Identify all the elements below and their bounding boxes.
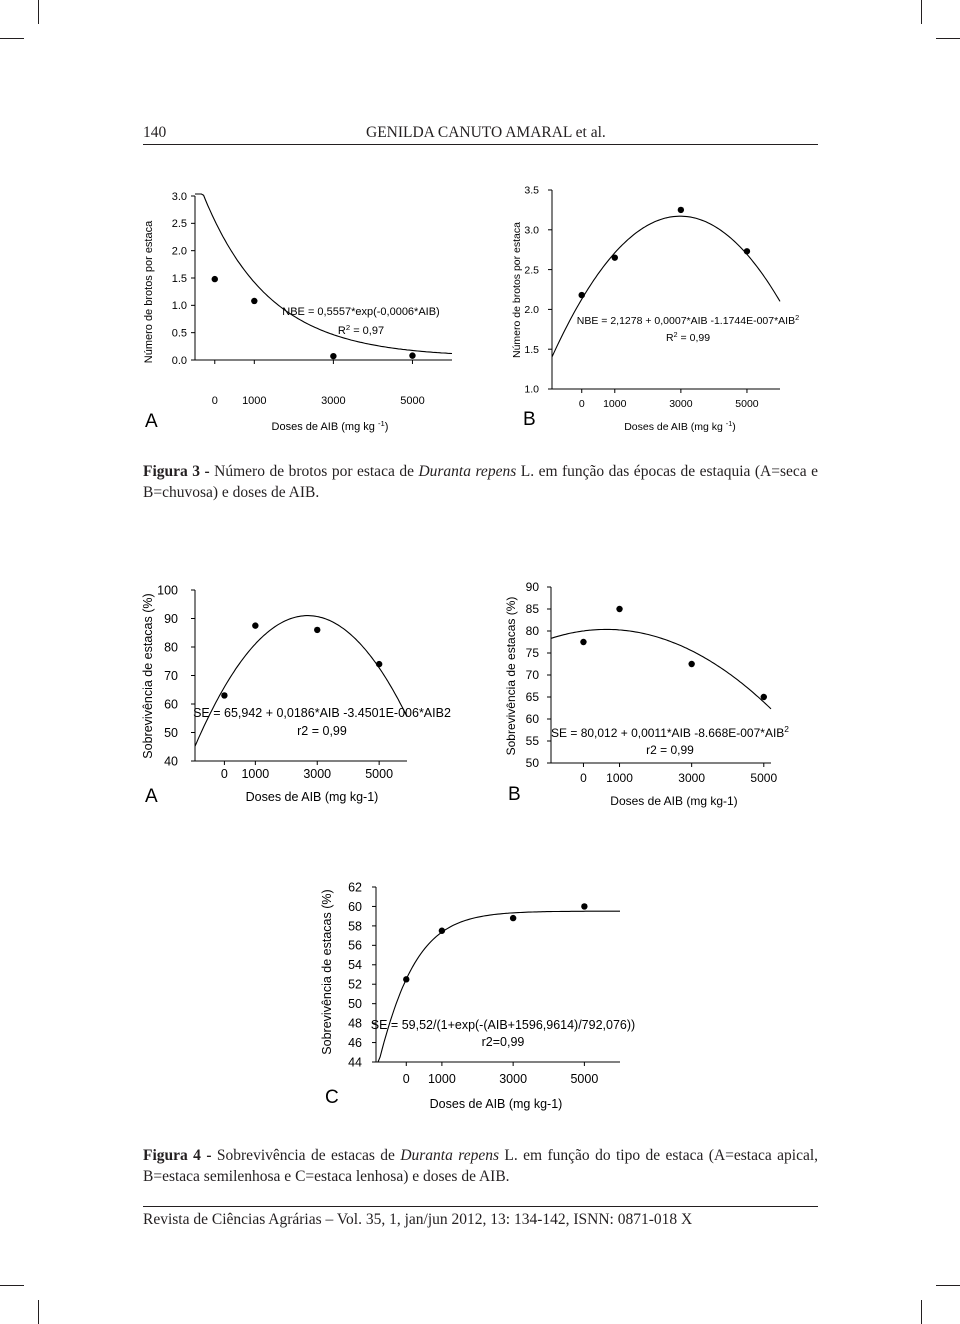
y-tick-label: 1.0 (171, 300, 187, 313)
x-tick-label: 1000 (427, 1072, 456, 1086)
y-tick-label: 2.5 (524, 264, 539, 277)
r-squared: r2=0,99 (481, 1035, 525, 1049)
regression-equation: NBE = 2,1278 + 0,0007*AIB -1.1744E-007*AIB$^2$ (576, 312, 800, 327)
y-tick-label: 0.5 (171, 327, 187, 340)
y-tick-label: 1.0 (524, 383, 539, 396)
y-tick-label: 54 (348, 958, 362, 973)
y-tick-label: 62 (348, 880, 362, 895)
fit-curve (195, 194, 452, 354)
y-tick-label: 55 (525, 734, 539, 749)
data-point (403, 976, 409, 982)
figure-3-label: Figura 3 - (143, 463, 210, 480)
x-tick-label: 0 (580, 771, 587, 785)
figure-4-label: Figura 4 - (143, 1147, 212, 1164)
data-point (688, 661, 694, 667)
x-tick-label: 0 (402, 1072, 410, 1086)
x-axis-label: Doses de AIB (mg kg $^{-1}$) (271, 418, 389, 433)
y-tick-label: 1.5 (524, 343, 539, 356)
data-point (744, 248, 750, 254)
data-point (580, 639, 586, 645)
regression-equation: NBE = 0,5557*exp(-0,0006*AIB) (282, 306, 440, 318)
x-tick-label: 3000 (499, 1072, 528, 1086)
r-squared: $R^2 = 0,97$ (337, 322, 385, 337)
journal-footer: Revista de Ciências Agrárias – Vol. 35, 1, jan/jun 2012, 13: 134-142, ISNN: 0871-018 X (143, 1211, 693, 1228)
chart-fig3B (511, 185, 799, 433)
regression-equation: SE = 65,942 + 0,0186*AIB -3.4501E-006*AIB2 (193, 706, 451, 720)
data-point (314, 627, 320, 633)
regression-equation: SE = 59,52/(1+exp(-(AIB+1596,9614)/792,076)) (370, 1018, 636, 1032)
chart-fig4C (320, 880, 635, 1111)
footer-rule (143, 1206, 818, 1207)
y-tick-label: 40 (164, 754, 178, 769)
data-point (510, 915, 516, 921)
y-tick-label: 50 (525, 756, 539, 771)
data-point (252, 622, 258, 628)
figure-3-caption-text-end: L. em função das épocas de estaquia (A=seca e B=chuvosa) e doses de AIB. (143, 463, 819, 501)
x-tick-label: 3000 (669, 398, 693, 410)
y-tick-label: 2.0 (524, 304, 539, 317)
y-tick-label: 0.0 (171, 354, 187, 367)
y-axis-label: Sobrevivência de estacas (%) (320, 889, 334, 1055)
data-point (616, 606, 622, 612)
y-tick-label: 2.0 (171, 245, 187, 258)
y-axis-label: Número de brotos por estaca (143, 220, 155, 364)
y-tick-label: 44 (348, 1055, 362, 1070)
panel-label: A (145, 786, 158, 807)
data-point (761, 694, 767, 700)
x-axis-label: Doses de AIB (mg kg $^{-1}$) (624, 418, 736, 433)
x-tick-label: 5000 (735, 398, 759, 410)
y-tick-label: 60 (525, 712, 539, 727)
x-axis-label: Doses de AIB (mg kg-1) (610, 794, 738, 808)
y-tick-label: 2.5 (171, 218, 187, 231)
y-tick-label: 65 (525, 690, 539, 705)
y-tick-label: 50 (164, 725, 178, 740)
y-tick-label: 100 (157, 583, 178, 598)
figure-4-caption (143, 1145, 818, 1187)
data-point (212, 276, 218, 282)
figure-3-caption-text: Número de brotos por estaca de (209, 463, 419, 480)
x-tick-label: 5000 (570, 1072, 599, 1086)
y-tick-label: 70 (525, 668, 539, 683)
page-number: 140 (143, 124, 167, 141)
r-squared: $R^2 = 0,99$ (665, 329, 711, 344)
x-tick-label: 0 (211, 395, 218, 407)
x-tick-label: 5000 (365, 767, 394, 781)
y-axis-label: Sobrevivência de estacas (%) (504, 596, 518, 756)
x-axis-label: Doses de AIB (mg kg-1) (245, 790, 379, 804)
data-point (330, 353, 336, 359)
y-tick-label: 70 (164, 668, 178, 683)
y-tick-label: 60 (348, 899, 362, 914)
y-tick-label: 56 (348, 938, 362, 953)
data-point (678, 207, 684, 213)
y-tick-label: 90 (164, 611, 178, 626)
y-tick-label: 3.0 (524, 224, 539, 237)
figure-3-caption (143, 461, 818, 503)
x-tick-label: 1000 (242, 395, 267, 407)
y-tick-label: 85 (525, 602, 539, 617)
panel-label: A (145, 411, 158, 432)
x-tick-label: 0 (220, 767, 228, 781)
y-tick-label: 80 (525, 624, 539, 639)
x-tick-label: 1000 (241, 767, 270, 781)
x-tick-label: 1000 (603, 398, 627, 410)
y-tick-label: 75 (525, 646, 539, 661)
x-tick-label: 3000 (303, 767, 332, 781)
y-tick-label: 50 (348, 997, 362, 1012)
y-tick-label: 52 (348, 977, 362, 992)
data-point (612, 254, 618, 260)
panel-label: B (523, 409, 536, 430)
data-point (581, 903, 587, 909)
data-point (221, 692, 227, 698)
chart-fig4A (141, 583, 451, 807)
data-point (251, 298, 257, 304)
y-tick-label: 3.0 (171, 190, 187, 203)
figure-4-caption-text-end: L. em função do tipo de estaca (A=estaca apical, B=estaca semilenhosa e C=estaca lenhosa) e doses de AIB. (143, 1147, 819, 1185)
data-point (579, 292, 585, 298)
y-tick-label: 90 (525, 580, 539, 595)
chart-fig4B (504, 580, 789, 808)
running-title: GENILDA CANUTO AMARAL et al. (366, 124, 606, 141)
r-squared: r2 = 0,99 (297, 724, 347, 738)
data-point (376, 661, 382, 667)
chart-fig3A (143, 191, 452, 433)
x-axis-label: Doses de AIB (mg kg-1) (429, 1097, 563, 1111)
r-squared: r2 = 0,99 (646, 743, 694, 757)
y-tick-label: 58 (348, 919, 362, 934)
y-tick-label: 80 (164, 640, 178, 655)
figure-4-caption-text: Sobrevivência de estacas de (211, 1147, 401, 1164)
x-tick-label: 5000 (400, 395, 425, 407)
panel-label: C (325, 1087, 339, 1108)
figure-4-species: Duranta repens (400, 1147, 500, 1164)
y-tick-label: 1.5 (171, 272, 187, 285)
panel-label: B (508, 784, 521, 805)
data-point (439, 928, 445, 934)
figure-3-species: Duranta repens (418, 463, 517, 480)
data-point (409, 352, 415, 358)
x-tick-label: 1000 (606, 771, 633, 785)
y-tick-label: 48 (348, 1016, 362, 1031)
y-axis-label: Sobrevivência de estacas (%) (141, 593, 155, 759)
x-tick-label: 5000 (750, 771, 778, 785)
regression-equation: SE = 80,012 + 0,0011*AIB -8.668E-007*AIB$^2$ (551, 724, 789, 740)
x-tick-label: 3000 (321, 395, 346, 407)
y-tick-label: 60 (164, 697, 178, 712)
x-tick-label: 0 (578, 398, 585, 410)
y-axis-label: Número de brotos por estaca (511, 222, 523, 358)
x-tick-label: 3000 (678, 771, 706, 785)
y-tick-label: 3.5 (524, 184, 539, 197)
y-tick-label: 46 (348, 1035, 362, 1050)
